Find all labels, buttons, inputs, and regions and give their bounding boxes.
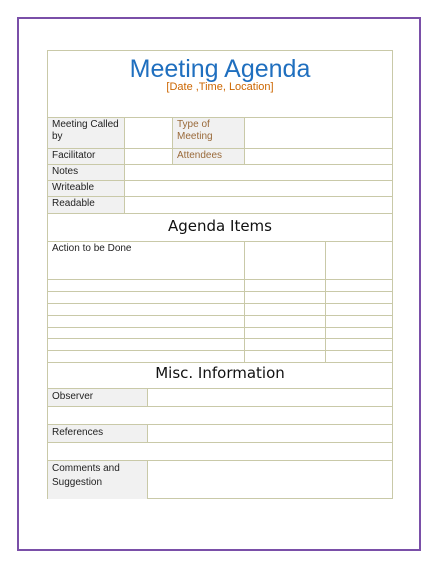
divider [48, 362, 393, 363]
type-of-meeting-field[interactable] [245, 118, 393, 148]
readable-field[interactable] [125, 197, 393, 213]
divider [48, 213, 393, 214]
agenda-rows[interactable] [48, 280, 244, 362]
attendees-label: Attendees [177, 150, 223, 161]
observer-label: Observer [52, 391, 94, 402]
readable-label: Readable [52, 198, 95, 209]
notes-label: Notes [52, 166, 79, 177]
comments-field[interactable] [148, 461, 393, 499]
comments-label: Comments and Suggestion [52, 463, 120, 488]
divider [48, 442, 393, 443]
action-to-be-done-label: Action to be Done [52, 243, 132, 254]
misc-information-heading: Misc. Information [155, 364, 285, 382]
facilitator-label: Facilitator [52, 150, 96, 161]
divider [48, 241, 393, 242]
facilitator-field[interactable] [125, 149, 172, 164]
references-label: References [52, 427, 104, 438]
divider [48, 406, 393, 407]
divider [244, 241, 245, 362]
observer-field[interactable] [148, 389, 393, 406]
meeting-called-by-label: Meeting Called by [52, 119, 119, 142]
type-of-meeting-label: Type of Meeting [177, 119, 213, 142]
agenda-items-heading: Agenda Items [168, 217, 272, 235]
writeable-field[interactable] [125, 181, 393, 196]
notes-field[interactable] [125, 165, 393, 180]
writeable-label: Writeable [52, 182, 95, 193]
references-field[interactable] [148, 425, 393, 442]
divider [325, 241, 326, 362]
meeting-called-by-field[interactable] [125, 118, 172, 148]
page-title: Meeting Agenda [129, 55, 311, 83]
agenda-form [47, 50, 393, 499]
attendees-field[interactable] [245, 149, 393, 164]
date-time-location: [Date ,Time, Location] [166, 81, 274, 93]
